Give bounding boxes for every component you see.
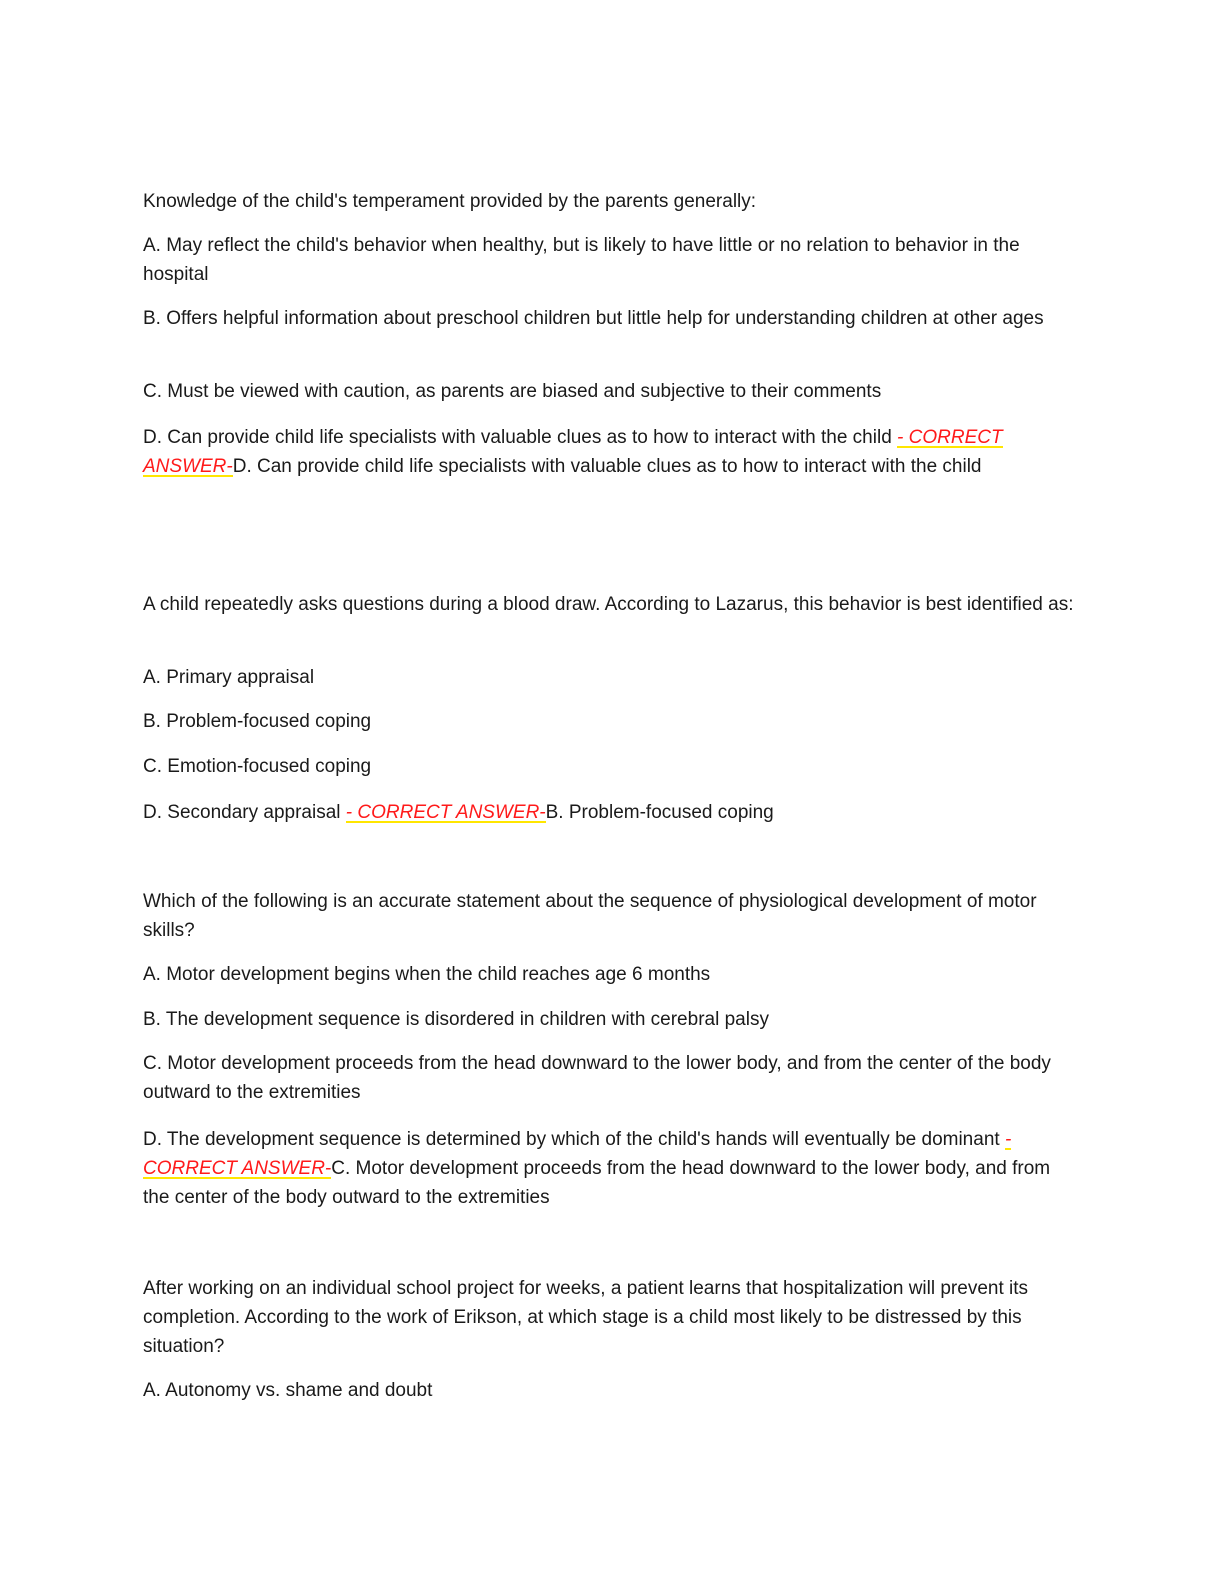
option-d-with-answer bbox=[143, 798, 1078, 827]
question-stem: A child repeatedly asks questions during a blood draw. According to Lazarus, this behavior is best identified as: bbox=[143, 594, 1074, 615]
option-d: D. The development sequence is determined by which of the child's hands will eventually be dominant bbox=[143, 1129, 1005, 1150]
correct-answer-marker: - CORRECT ANSWER- bbox=[143, 427, 1003, 477]
correct-answer-text: D. Can provide child life specialists with valuable clues as to how to interact with the child bbox=[232, 456, 982, 477]
option-a: A. Autonomy vs. shame and doubt bbox=[143, 1380, 433, 1401]
option-c: C. Must be viewed with caution, as parents are biased and subjective to their comments bbox=[143, 381, 882, 402]
question-stem: Knowledge of the child's temperament provided by the parents generally: bbox=[143, 191, 757, 212]
option-d: D. Can provide child life specialists with valuable clues as to how to interact with the child bbox=[143, 427, 898, 448]
option-a: A. Primary appraisal bbox=[143, 667, 315, 688]
option-c: C. Motor development proceeds from the head downward to the lower body, and from the center of the body outward to the extremities bbox=[143, 1053, 1051, 1103]
question-stem: After working on an individual school project for weeks, a patient learns that hospitalization will prevent its completion. According to the work of Erikson, at which stage is a child most likely to be distressed by this situation? bbox=[143, 1278, 1029, 1357]
option-d: D. Secondary appraisal bbox=[143, 802, 346, 823]
question-stem: Which of the following is an accurate statement about the sequence of physiological development of motor skills? bbox=[143, 891, 1037, 941]
correct-answer-text: B. Problem-focused coping bbox=[545, 802, 774, 823]
option-a: A. May reflect the child's behavior when healthy, but is likely to have little or no relation to behavior in the hospital bbox=[143, 235, 1020, 285]
option-c: C. Emotion-focused coping bbox=[143, 756, 372, 777]
correct-answer-marker: - CORRECT ANSWER- bbox=[143, 1129, 1012, 1179]
option-b: B. The development sequence is disordered in children with cerebral palsy bbox=[143, 1009, 769, 1030]
option-a: A. Motor development begins when the child reaches age 6 months bbox=[143, 964, 711, 985]
option-b: B. Offers helpful information about preschool children but little help for understanding children at other ages bbox=[143, 308, 1044, 329]
correct-answer-text: C. Motor development proceeds from the head downward to the lower body, and from the center of the body outward to the extremities bbox=[143, 1158, 1051, 1208]
option-b: B. Problem-focused coping bbox=[143, 711, 372, 732]
correct-answer-marker: - CORRECT ANSWER- bbox=[345, 802, 546, 823]
option-d-with-answer bbox=[143, 423, 1078, 481]
option-d-with-answer bbox=[143, 1125, 1078, 1212]
